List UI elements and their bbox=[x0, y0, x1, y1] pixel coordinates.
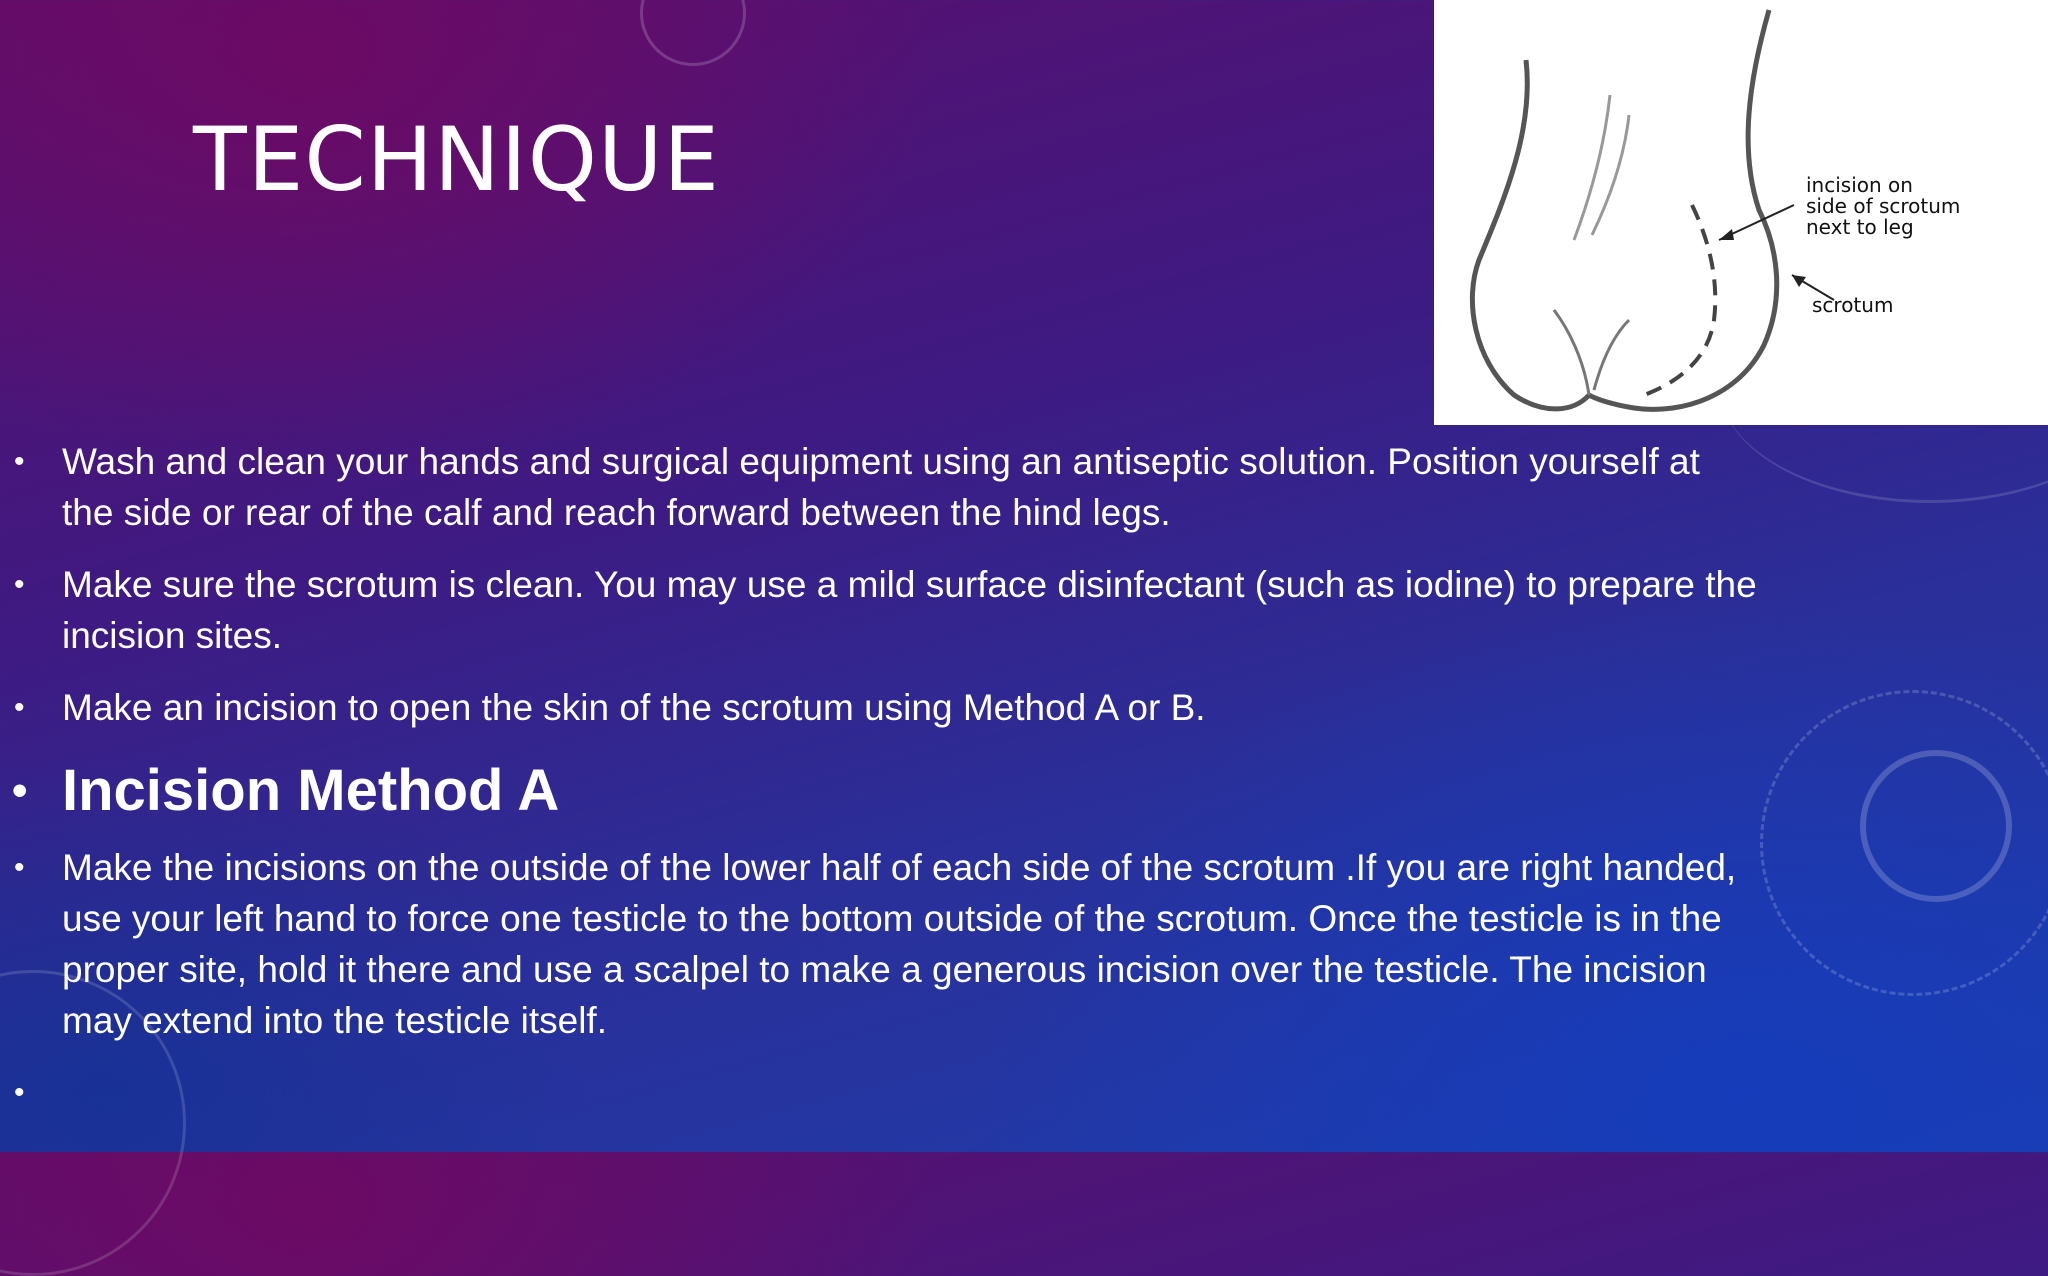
shading-line-2 bbox=[1592, 115, 1629, 235]
scrotum-incision-illustration bbox=[1434, 0, 2048, 425]
annotation-incision-line-1: incision on bbox=[1806, 173, 1913, 197]
bullet-text: Make an incision to open the skin of the scrotum using Method A or B. bbox=[62, 687, 1206, 728]
bullet-item bbox=[0, 559, 1760, 661]
bullet-marker: • bbox=[14, 691, 25, 724]
bullet-text: Make sure the scrotum is clean. You may use a mild surface disinfectant (such as iodine) to prepare the incision sites. bbox=[62, 564, 1757, 656]
shading-line-4 bbox=[1594, 320, 1629, 390]
annotation-scrotum: scrotum bbox=[1812, 293, 1894, 317]
scrotum-outline-right bbox=[1589, 10, 1777, 409]
incision-dashed-line bbox=[1644, 205, 1715, 395]
annotation-incision-line-2: side of scrotum bbox=[1806, 194, 1961, 218]
decorative-ring-top bbox=[640, 0, 746, 66]
bullet-item bbox=[0, 1067, 1760, 1118]
bullet-item bbox=[0, 682, 1760, 733]
illustration-drawing bbox=[1434, 0, 2048, 425]
annotation-incision-line-3: next to leg bbox=[1806, 215, 1914, 239]
bullet-heading bbox=[0, 754, 1760, 828]
shading-line-1 bbox=[1574, 95, 1610, 240]
bullet-list bbox=[0, 436, 1760, 1139]
shading-line-3 bbox=[1554, 310, 1589, 395]
bullet-marker: • bbox=[14, 568, 25, 601]
slide-title: TECHNIQUE bbox=[193, 108, 721, 211]
incision-arrowhead bbox=[1719, 229, 1734, 240]
bullet-marker: • bbox=[14, 1076, 25, 1109]
decorative-ring-right-large bbox=[1760, 690, 2048, 996]
bullet-marker: • bbox=[14, 851, 25, 884]
bullet-text: Make the incisions on the outside of the lower half of each side of the scrotum .If you are right handed, use your left hand to force one testicle to the bottom outside of the scrotum. Once the testicle is in the proper site, hold it there and use a scalpel to make a generous incision over the testicle. The incision may extend into the testicle itself. bbox=[62, 847, 1737, 1041]
bullet-marker: • bbox=[12, 766, 28, 815]
bullet-text: Wash and clean your hands and surgical equipment using an antiseptic solution. Position yourself at the side or rear of the calf and reach forward between the hind legs. bbox=[62, 441, 1700, 533]
bullet-marker: • bbox=[14, 445, 25, 478]
bullet-text: Incision Method A bbox=[62, 758, 560, 823]
scrotum-outline-left bbox=[1472, 60, 1589, 409]
bullet-item bbox=[0, 436, 1760, 538]
decorative-ring-right-inner bbox=[1860, 750, 2012, 902]
bullet-item bbox=[0, 842, 1760, 1046]
